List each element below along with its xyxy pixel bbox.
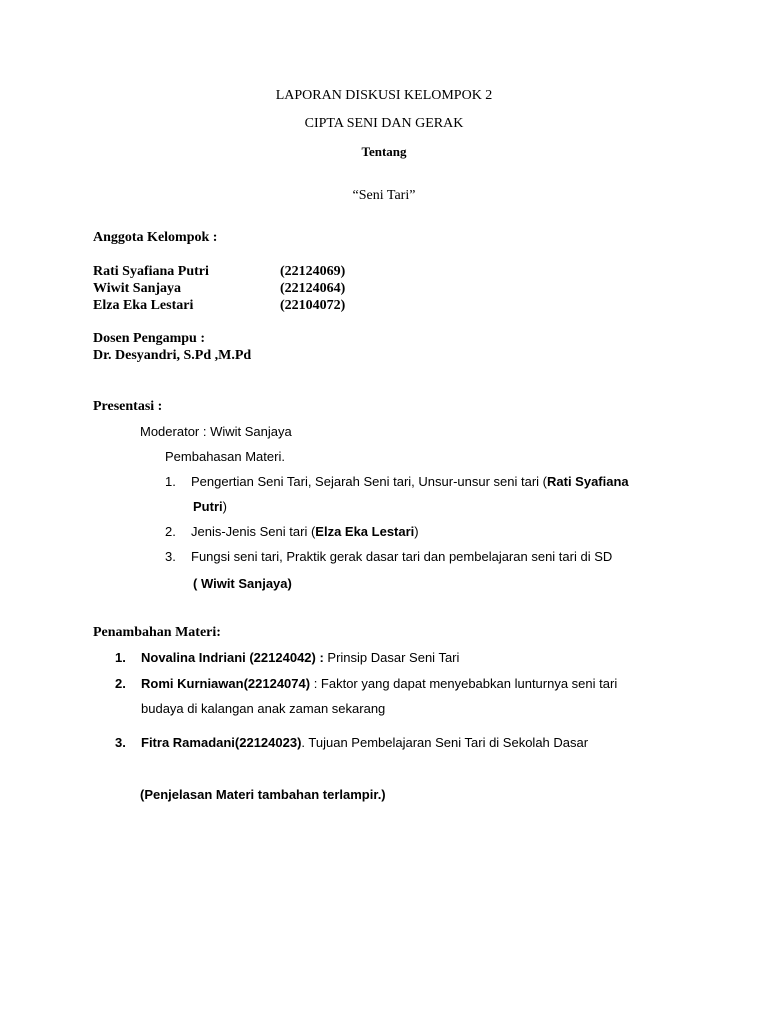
moderator-line: Moderator : Wiwit Sanjaya	[140, 424, 292, 439]
item-text: Fungsi seni tari, Praktik gerak dasar tari dan pembelajaran seni tari di SD	[191, 549, 613, 564]
additional-item	[115, 735, 588, 750]
item-contributor: Novalina Indriani (22124042) :	[141, 650, 324, 665]
course-title: CIPTA SENI DAN GERAK	[304, 116, 464, 131]
item-number: 3.	[115, 735, 126, 750]
item-text: Pengertian Seni Tari, Sejarah Seni tari, Unsur-unsur seni tari (	[191, 474, 547, 489]
attachment-note: (Penjelasan Materi tambahan terlampir.)	[140, 787, 386, 802]
member-name: Elza Eka Lestari	[93, 298, 194, 313]
item-close: )	[222, 499, 227, 514]
member-id: (22124069)	[280, 264, 346, 279]
additional-item-continuation: budaya di kalangan anak zaman sekarang	[141, 701, 386, 716]
item-presenter: Putri	[193, 499, 223, 514]
member-name: Wiwit Sanjaya	[93, 281, 182, 296]
item-text: Jenis-Jenis Seni tari (	[191, 524, 316, 539]
item-number: 1.	[115, 650, 126, 665]
item-presenter: ( Wiwit Sanjaya)	[193, 576, 292, 591]
additional-heading: Penambahan Materi:	[93, 625, 221, 640]
materials-heading: Pembahasan Materi.	[165, 449, 285, 464]
item-contributor: Romi Kurniawan(22124074)	[141, 676, 311, 691]
member-id: (22104072)	[280, 298, 346, 313]
item-number: 2.	[165, 524, 176, 539]
material-item	[165, 524, 419, 539]
member-id: (22124064)	[280, 281, 346, 296]
about-label: Tentang	[361, 144, 407, 159]
item-presenter: Rati Syafiana	[547, 474, 629, 489]
additional-item	[115, 676, 617, 691]
additional-item	[115, 650, 459, 665]
topic-title: “Seni Tari”	[352, 188, 416, 203]
document-title: LAPORAN DISKUSI KELOMPOK 2	[275, 88, 493, 103]
item-topic: . Tujuan Pembelajaran Seni Tari di Sekolah Dasar	[301, 735, 589, 750]
item-number: 2.	[115, 676, 126, 691]
item-topic: Prinsip Dasar Seni Tari	[323, 650, 460, 665]
item-topic: : Faktor yang dapat menyebabkan lunturnya seni tari	[310, 676, 618, 691]
material-item-continuation	[193, 499, 227, 514]
material-item	[165, 474, 629, 489]
item-presenter: Elza Eka Lestari	[315, 524, 415, 539]
item-number: 3.	[165, 549, 176, 564]
item-number: 1.	[165, 474, 176, 489]
material-item	[165, 549, 612, 564]
member-name: Rati Syafiana Putri	[93, 264, 209, 279]
item-contributor: Fitra Ramadani(22124023)	[141, 735, 302, 750]
lecturer-heading: Dosen Pengampu :	[93, 331, 206, 346]
presentation-heading: Presentasi :	[93, 399, 163, 414]
item-close: )	[414, 524, 419, 539]
group-heading: Anggota Kelompok :	[93, 230, 218, 245]
lecturer-name: Dr. Desyandri, S.Pd ,M.Pd	[93, 348, 252, 363]
